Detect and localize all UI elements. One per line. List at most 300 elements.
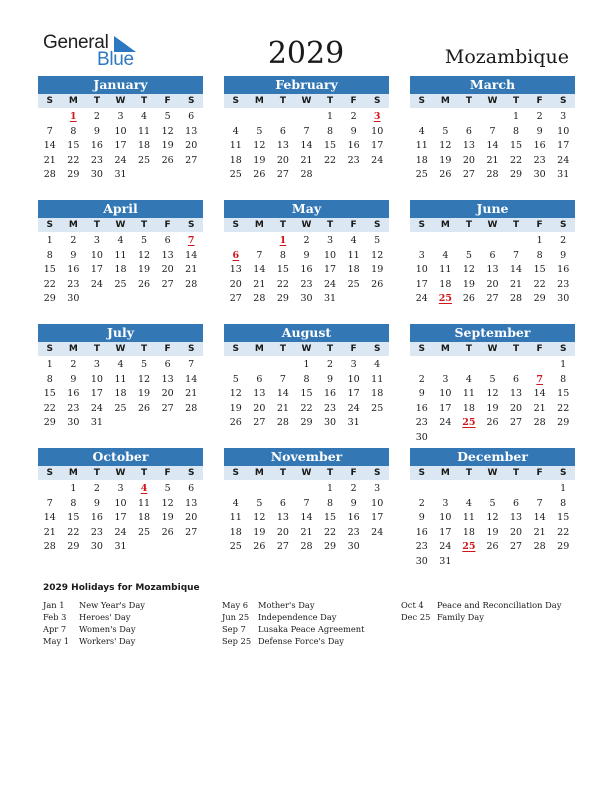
day-cell: 28 bbox=[533, 417, 546, 429]
day-cell: 7 bbox=[303, 125, 310, 137]
day-cell: 9 bbox=[418, 388, 425, 400]
day-cell: 21 bbox=[276, 402, 289, 414]
day-cell: 29 bbox=[557, 541, 570, 553]
day-cell: 4 bbox=[442, 249, 449, 261]
day-cell: 21 bbox=[533, 526, 546, 538]
day-cell: 1 bbox=[513, 111, 520, 122]
day-cell: 2 bbox=[70, 235, 77, 246]
empty-cell bbox=[248, 234, 272, 249]
day-cell: 4 bbox=[117, 359, 124, 370]
day-cell: 23 bbox=[300, 278, 313, 290]
weekday-label: S bbox=[46, 468, 54, 478]
day-cell: 9 bbox=[350, 497, 357, 509]
holiday-item bbox=[43, 599, 145, 611]
days-grid bbox=[224, 234, 389, 307]
day-cell: 26 bbox=[138, 278, 151, 290]
empty-cell bbox=[38, 110, 62, 125]
day-cell: 30 bbox=[90, 169, 103, 181]
day-cell: 29 bbox=[276, 293, 289, 305]
day-cell: 12 bbox=[161, 125, 174, 137]
day-cell: 2 bbox=[70, 359, 77, 370]
day-cell: 20 bbox=[510, 526, 523, 538]
day-cell: 29 bbox=[300, 417, 313, 429]
day-cell: 18 bbox=[114, 264, 127, 276]
days-grid bbox=[38, 482, 203, 555]
day-cell: 12 bbox=[462, 264, 475, 276]
holiday-item bbox=[222, 635, 364, 647]
weekday-label: S bbox=[559, 344, 567, 354]
day-cell: 8 bbox=[560, 497, 567, 509]
day-cell: 18 bbox=[371, 388, 384, 400]
weekday-header bbox=[224, 218, 389, 232]
day-cell: 24 bbox=[324, 278, 337, 290]
day-cell: 30 bbox=[347, 541, 360, 553]
day-cell: 10 bbox=[415, 264, 428, 276]
day-cell: 7 bbox=[536, 497, 543, 509]
empty-cell bbox=[248, 110, 272, 125]
day-cell: 23 bbox=[415, 541, 428, 553]
day-cell: 25 bbox=[138, 526, 151, 538]
weekday-label: W bbox=[487, 468, 498, 478]
weekday-label: S bbox=[559, 468, 567, 478]
day-cell: 26 bbox=[161, 154, 174, 166]
day-cell: 21 bbox=[300, 154, 313, 166]
day-cell: 11 bbox=[462, 388, 475, 400]
day-cell: 28 bbox=[43, 169, 56, 181]
day-cell: 9 bbox=[93, 125, 100, 137]
day-cell: 29 bbox=[67, 541, 80, 553]
day-cell: 21 bbox=[43, 526, 56, 538]
logo-word-general: General bbox=[43, 32, 109, 53]
day-cell: 28 bbox=[510, 293, 523, 305]
weekday-header bbox=[410, 466, 575, 480]
day-cell: 15 bbox=[324, 512, 337, 524]
day-cell: 13 bbox=[253, 388, 266, 400]
month-9 bbox=[38, 448, 203, 555]
day-cell: 17 bbox=[371, 512, 384, 524]
day-cell: 11 bbox=[229, 512, 242, 524]
day-cell: 17 bbox=[347, 388, 360, 400]
day-cell: 10 bbox=[114, 125, 127, 137]
day-cell: 14 bbox=[533, 388, 546, 400]
day-cell: 10 bbox=[114, 497, 127, 509]
empty-cell bbox=[434, 482, 458, 497]
month-title: September bbox=[410, 324, 575, 342]
day-cell: 25 bbox=[229, 169, 242, 181]
day-cell: 16 bbox=[347, 512, 360, 524]
holiday-date: 4 bbox=[140, 483, 148, 494]
day-cell: 22 bbox=[324, 154, 337, 166]
day-cell: 8 bbox=[536, 249, 543, 261]
day-cell: 26 bbox=[371, 278, 384, 290]
day-cell: 14 bbox=[300, 512, 313, 524]
day-cell: 27 bbox=[510, 541, 523, 553]
holiday-date: 6 bbox=[232, 249, 240, 261]
weekday-label: W bbox=[301, 96, 312, 106]
day-cell: 21 bbox=[533, 402, 546, 414]
day-cell: 27 bbox=[510, 417, 523, 429]
weekday-label: S bbox=[559, 220, 567, 230]
day-cell: 23 bbox=[415, 417, 428, 429]
holiday-date: 7 bbox=[187, 235, 195, 246]
day-cell: 24 bbox=[90, 402, 103, 414]
day-cell: 15 bbox=[43, 264, 56, 276]
day-cell: 9 bbox=[303, 249, 310, 261]
day-cell: 22 bbox=[300, 402, 313, 414]
weekday-label: T bbox=[326, 344, 334, 354]
day-cell: 3 bbox=[117, 483, 124, 494]
day-cell: 20 bbox=[276, 526, 289, 538]
day-cell: 18 bbox=[138, 512, 151, 524]
day-cell: 19 bbox=[462, 278, 475, 290]
weekday-label: S bbox=[373, 468, 381, 478]
day-cell: 4 bbox=[141, 111, 148, 122]
weekday-header bbox=[410, 342, 575, 356]
holiday-date: 25 bbox=[438, 293, 452, 305]
day-cell: 5 bbox=[164, 111, 171, 122]
day-cell: 8 bbox=[70, 497, 77, 509]
weekday-label: T bbox=[512, 220, 520, 230]
day-cell: 25 bbox=[114, 402, 127, 414]
day-cell: 22 bbox=[67, 154, 80, 166]
day-cell: 24 bbox=[439, 541, 452, 553]
day-cell: 14 bbox=[276, 388, 289, 400]
weekday-label: T bbox=[93, 468, 100, 478]
holiday-item bbox=[222, 611, 364, 623]
holiday-name: Family Day bbox=[437, 612, 484, 622]
day-cell: 7 bbox=[256, 249, 263, 261]
day-cell: 8 bbox=[46, 249, 53, 261]
day-cell: 13 bbox=[276, 140, 289, 152]
day-cell: 15 bbox=[533, 264, 546, 276]
day-cell: 17 bbox=[114, 512, 127, 524]
day-cell: 18 bbox=[462, 402, 475, 414]
weekday-label: T bbox=[140, 344, 148, 354]
day-cell: 22 bbox=[557, 402, 570, 414]
day-cell: 19 bbox=[486, 526, 499, 538]
day-cell: 13 bbox=[276, 512, 289, 524]
weekday-label: T bbox=[465, 344, 472, 354]
weekday-label: M bbox=[68, 344, 78, 354]
day-cell: 12 bbox=[486, 512, 499, 524]
weekday-label: S bbox=[187, 220, 195, 230]
weekday-header bbox=[224, 94, 389, 108]
day-cell: 7 bbox=[46, 497, 53, 509]
day-cell: 28 bbox=[43, 541, 56, 553]
empty-cell bbox=[504, 482, 528, 497]
day-cell: 7 bbox=[513, 249, 520, 261]
day-cell: 11 bbox=[347, 249, 360, 261]
holiday-date: 1 bbox=[70, 111, 77, 122]
weekday-label: S bbox=[373, 344, 381, 354]
day-cell: 8 bbox=[327, 497, 334, 509]
month-5 bbox=[410, 200, 575, 307]
day-cell: 6 bbox=[188, 111, 195, 122]
day-cell: 24 bbox=[347, 402, 360, 414]
weekday-label: M bbox=[254, 468, 264, 478]
weekday-label: F bbox=[164, 344, 171, 354]
weekday-label: S bbox=[187, 468, 195, 478]
day-cell: 12 bbox=[253, 140, 266, 152]
month-title: February bbox=[224, 76, 389, 94]
day-cell: 30 bbox=[415, 431, 428, 443]
weekday-label: S bbox=[232, 344, 240, 354]
day-cell: 20 bbox=[253, 402, 266, 414]
weekday-label: S bbox=[373, 96, 381, 106]
weekday-label: S bbox=[418, 468, 426, 478]
holiday-date: 3 bbox=[373, 111, 381, 122]
day-cell: 30 bbox=[300, 293, 313, 305]
day-cell: 29 bbox=[43, 417, 56, 429]
weekday-label: T bbox=[93, 96, 100, 106]
day-cell: 31 bbox=[324, 293, 337, 305]
weekday-label: T bbox=[512, 468, 520, 478]
day-cell: 23 bbox=[67, 402, 80, 414]
weekday-label: T bbox=[512, 344, 520, 354]
day-cell: 27 bbox=[253, 417, 266, 429]
empty-cell bbox=[295, 110, 319, 125]
day-cell: 11 bbox=[114, 249, 127, 261]
month-title: October bbox=[38, 448, 203, 466]
weekday-label: W bbox=[115, 344, 126, 354]
day-cell: 5 bbox=[489, 497, 496, 509]
month-2 bbox=[410, 76, 575, 183]
day-cell: 14 bbox=[43, 512, 56, 524]
day-cell: 4 bbox=[374, 359, 381, 370]
month-title: January bbox=[38, 76, 203, 94]
days-grid bbox=[224, 482, 389, 555]
empty-cell bbox=[481, 110, 505, 125]
holidays-title: 2029 Holidays for Mozambique bbox=[43, 583, 200, 593]
day-cell: 16 bbox=[90, 140, 103, 152]
weekday-header bbox=[224, 466, 389, 480]
day-cell: 19 bbox=[138, 388, 151, 400]
day-cell: 11 bbox=[462, 512, 475, 524]
day-cell: 2 bbox=[418, 373, 425, 385]
day-cell: 25 bbox=[415, 169, 428, 181]
day-cell: 4 bbox=[350, 235, 357, 246]
day-cell: 24 bbox=[371, 154, 384, 166]
day-cell: 16 bbox=[557, 264, 570, 276]
day-cell: 12 bbox=[439, 140, 452, 152]
day-cell: 26 bbox=[138, 402, 151, 414]
day-cell: 1 bbox=[46, 235, 53, 246]
empty-cell bbox=[271, 358, 295, 373]
day-cell: 29 bbox=[557, 417, 570, 429]
day-cell: 13 bbox=[486, 264, 499, 276]
weekday-label: W bbox=[487, 96, 498, 106]
weekday-label: T bbox=[140, 468, 148, 478]
days-grid bbox=[410, 358, 575, 446]
holiday-date-label: Apr 7 bbox=[43, 624, 67, 634]
holiday-name: Independence Day bbox=[258, 612, 337, 622]
empty-cell bbox=[457, 482, 481, 497]
empty-cell bbox=[528, 482, 552, 497]
holiday-item bbox=[401, 599, 561, 611]
holiday-column bbox=[222, 599, 364, 647]
day-cell: 7 bbox=[279, 373, 286, 385]
empty-cell bbox=[224, 110, 248, 125]
day-cell: 12 bbox=[486, 388, 499, 400]
holiday-date-label: Jan 1 bbox=[43, 600, 65, 610]
day-cell: 20 bbox=[161, 388, 174, 400]
day-cell: 16 bbox=[415, 402, 428, 414]
holiday-item bbox=[222, 599, 364, 611]
day-cell: 4 bbox=[232, 497, 239, 509]
day-cell: 9 bbox=[70, 249, 77, 261]
weekday-label: T bbox=[279, 344, 286, 354]
day-cell: 31 bbox=[557, 169, 570, 181]
weekday-label: T bbox=[279, 220, 286, 230]
day-cell: 5 bbox=[256, 497, 263, 509]
day-cell: 21 bbox=[486, 154, 499, 166]
month-title: March bbox=[410, 76, 575, 94]
day-cell: 15 bbox=[557, 388, 570, 400]
day-cell: 1 bbox=[560, 359, 567, 370]
day-cell: 18 bbox=[415, 154, 428, 166]
day-cell: 26 bbox=[486, 541, 499, 553]
weekday-label: F bbox=[350, 220, 357, 230]
empty-cell bbox=[295, 482, 319, 497]
month-1 bbox=[224, 76, 389, 183]
day-cell: 29 bbox=[533, 293, 546, 305]
holiday-name: Workers' Day bbox=[79, 636, 136, 646]
day-cell: 27 bbox=[486, 293, 499, 305]
day-cell: 11 bbox=[371, 373, 384, 385]
day-cell: 6 bbox=[279, 125, 286, 137]
day-cell: 2 bbox=[327, 359, 334, 370]
empty-cell bbox=[410, 234, 434, 249]
day-cell: 30 bbox=[90, 541, 103, 553]
day-cell: 4 bbox=[465, 497, 472, 509]
weekday-label: T bbox=[140, 96, 148, 106]
day-cell: 31 bbox=[439, 555, 452, 567]
weekday-label: F bbox=[350, 96, 357, 106]
day-cell: 23 bbox=[347, 154, 360, 166]
day-cell: 17 bbox=[557, 140, 570, 152]
day-cell: 22 bbox=[43, 278, 56, 290]
weekday-label: T bbox=[93, 220, 100, 230]
day-cell: 16 bbox=[90, 512, 103, 524]
day-cell: 20 bbox=[185, 512, 198, 524]
holiday-item bbox=[43, 623, 145, 635]
day-cell: 22 bbox=[43, 402, 56, 414]
weekday-label: S bbox=[187, 96, 195, 106]
days-grid bbox=[38, 358, 203, 431]
day-cell: 17 bbox=[439, 402, 452, 414]
day-cell: 24 bbox=[557, 154, 570, 166]
month-title: August bbox=[224, 324, 389, 342]
day-cell: 3 bbox=[93, 235, 100, 246]
day-cell: 21 bbox=[43, 154, 56, 166]
day-cell: 4 bbox=[232, 125, 239, 137]
empty-cell bbox=[434, 358, 458, 373]
day-cell: 18 bbox=[229, 154, 242, 166]
weekday-label: W bbox=[301, 220, 312, 230]
day-cell: 18 bbox=[229, 526, 242, 538]
day-cell: 30 bbox=[415, 555, 428, 567]
weekday-label: S bbox=[418, 344, 426, 354]
day-cell: 30 bbox=[67, 293, 80, 305]
day-cell: 18 bbox=[114, 388, 127, 400]
weekday-label: F bbox=[536, 344, 543, 354]
day-cell: 16 bbox=[324, 388, 337, 400]
day-cell: 16 bbox=[300, 264, 313, 276]
day-cell: 19 bbox=[253, 526, 266, 538]
day-cell: 13 bbox=[161, 249, 174, 261]
day-cell: 24 bbox=[90, 278, 103, 290]
day-cell: 1 bbox=[327, 111, 334, 122]
weekday-header bbox=[38, 342, 203, 356]
day-cell: 29 bbox=[510, 169, 523, 181]
day-cell: 2 bbox=[536, 111, 543, 122]
day-cell: 14 bbox=[253, 264, 266, 276]
weekday-label: W bbox=[115, 96, 126, 106]
holiday-date: 25 bbox=[462, 417, 476, 429]
day-cell: 9 bbox=[93, 497, 100, 509]
day-cell: 26 bbox=[161, 526, 174, 538]
day-cell: 28 bbox=[486, 169, 499, 181]
holiday-item bbox=[43, 611, 145, 623]
day-cell: 12 bbox=[229, 388, 242, 400]
day-cell: 3 bbox=[374, 483, 381, 494]
day-cell: 10 bbox=[90, 249, 103, 261]
day-cell: 4 bbox=[465, 373, 472, 385]
day-cell: 10 bbox=[371, 497, 384, 509]
day-cell: 15 bbox=[557, 512, 570, 524]
empty-cell bbox=[271, 482, 295, 497]
day-cell: 18 bbox=[347, 264, 360, 276]
day-cell: 21 bbox=[253, 278, 266, 290]
day-cell: 11 bbox=[415, 140, 428, 152]
month-3 bbox=[38, 200, 203, 307]
weekday-header bbox=[38, 94, 203, 108]
day-cell: 16 bbox=[347, 140, 360, 152]
weekday-label: W bbox=[487, 220, 498, 230]
day-cell: 23 bbox=[324, 402, 337, 414]
day-cell: 31 bbox=[114, 169, 127, 181]
day-cell: 5 bbox=[489, 373, 496, 385]
day-cell: 3 bbox=[560, 111, 567, 122]
day-cell: 25 bbox=[371, 402, 384, 414]
day-cell: 20 bbox=[510, 402, 523, 414]
day-cell: 15 bbox=[300, 388, 313, 400]
day-cell: 2 bbox=[93, 111, 100, 122]
day-cell: 17 bbox=[324, 264, 337, 276]
month-11 bbox=[410, 448, 575, 570]
weekday-label: T bbox=[326, 468, 334, 478]
day-cell: 8 bbox=[327, 125, 334, 137]
weekday-label: T bbox=[326, 96, 334, 106]
day-cell: 24 bbox=[439, 417, 452, 429]
day-cell: 2 bbox=[418, 497, 425, 509]
day-cell: 2 bbox=[93, 483, 100, 494]
day-cell: 29 bbox=[67, 169, 80, 181]
day-cell: 29 bbox=[324, 541, 337, 553]
weekday-label: S bbox=[46, 220, 54, 230]
day-cell: 19 bbox=[486, 402, 499, 414]
weekday-label: M bbox=[68, 220, 78, 230]
weekday-label: W bbox=[115, 220, 126, 230]
day-cell: 23 bbox=[67, 278, 80, 290]
day-cell: 5 bbox=[465, 249, 472, 261]
day-cell: 6 bbox=[279, 497, 286, 509]
day-cell: 26 bbox=[439, 169, 452, 181]
weekday-label: M bbox=[254, 220, 264, 230]
holiday-name: Mother's Day bbox=[258, 600, 315, 610]
weekday-label: W bbox=[487, 344, 498, 354]
day-cell: 20 bbox=[185, 140, 198, 152]
